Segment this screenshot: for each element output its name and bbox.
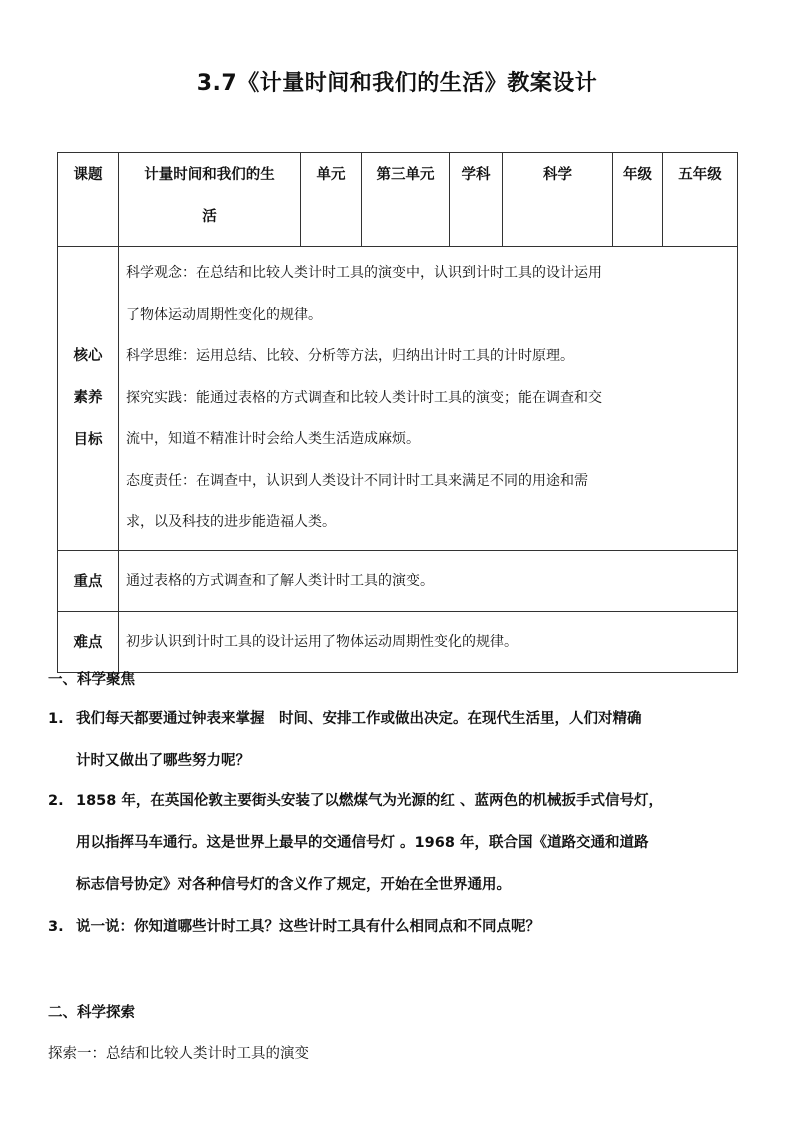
difficulty-label: 难点 [58, 611, 119, 672]
core-goals-row [58, 247, 738, 551]
grade-label: 年级 [623, 167, 652, 183]
item-line: 说一说：你知道哪些计时工具？这些计时工具有什么相同点和不同点呢？ [76, 919, 540, 935]
focus-item-1 [48, 698, 748, 782]
topic-label: 课题 [73, 167, 103, 183]
subject-label: 学科 [461, 167, 491, 183]
core-label-line3: 目标 [73, 432, 103, 449]
core-label-line1: 核心 [73, 348, 103, 365]
topic-label-cell [58, 153, 119, 247]
topic-value-line1: 计量时间和我们的生 [144, 167, 275, 183]
unit-value: 第三单元 [376, 167, 435, 183]
core-goal-line: 了物体运动周期性变化的规律。 [126, 306, 322, 323]
item-line: 计时又做出了哪些努力呢？ [76, 753, 250, 769]
topic-value-line2: 活 [202, 209, 217, 225]
item-line: 标志信号协定》对各种信号灯的含义作了规定，开始在全世界通用。 [76, 877, 511, 893]
explore-one-text: 探索一：总结和比较人类计时工具的演变 [48, 1046, 309, 1062]
grade-label-cell [613, 153, 663, 247]
core-goals-label [58, 247, 119, 551]
subject-value: 科学 [543, 167, 572, 183]
core-goal-line: 态度责任：在调查中，认识到人类设计不同计时工具来满足不同的用途和需 [126, 472, 588, 489]
core-label-line2: 素养 [73, 390, 103, 407]
grade-value-cell [663, 153, 738, 247]
core-goals-content [119, 247, 738, 551]
core-goal-line: 求，以及科技的进步能造福人类。 [126, 514, 336, 530]
subject-value-cell [503, 153, 613, 247]
item-number: 2. [48, 793, 64, 809]
table-header-row [58, 153, 738, 247]
topic-value-cell [119, 153, 301, 247]
page-title: 3.7《计量时间和我们的生活》教案设计 [196, 71, 598, 96]
section-heading-focus: 一、科学聚焦 [48, 672, 135, 688]
grade-value: 五年级 [678, 167, 722, 183]
core-goal-line: 科学观念：在总结和比较人类计时工具的演变中，认识到计时工具的设计运用 [126, 265, 602, 281]
key-point-row [58, 550, 738, 611]
key-point-text: 通过表格的方式调查和了解人类计时工具的演变。 [119, 550, 738, 611]
item-line: 1858 年，在英国伦敦主要街头安装了以燃煤气为光源的红 、蓝两色的机械扳手式信号灯， [76, 793, 663, 809]
item-line: 用以指挥马车通行。这是世界上最早的交通信号灯 。1968 年，联合国《道路交通和道路 [76, 835, 649, 851]
core-goal-line: 科学思维：运用总结、比较、分析等方法，归纳出计时工具的计时原理。 [126, 348, 574, 364]
item-line: 我们每天都要通过钟表来掌握 时间、安排工作或做出决定。在现代生活里，人们对精确 [76, 711, 642, 727]
section-heading-explore: 二、科学探索 [48, 1005, 135, 1021]
focus-item-3 [48, 906, 748, 948]
item-number: 3. [48, 919, 64, 935]
difficulty-text: 初步认识到计时工具的设计运用了物体运动周期性变化的规律。 [119, 611, 738, 672]
unit-label-cell [301, 153, 362, 247]
unit-value-cell [362, 153, 450, 247]
lesson-info-table [57, 152, 738, 673]
item-number: 1. [48, 711, 64, 727]
core-goal-line: 探究实践：能通过表格的方式调查和比较人类计时工具的演变；能在调查和交 [126, 389, 602, 406]
subject-label-cell [450, 153, 503, 247]
key-point-label: 重点 [58, 550, 119, 611]
difficulty-row [58, 611, 738, 672]
focus-item-2 [48, 780, 748, 906]
unit-label: 单元 [316, 167, 346, 183]
core-goal-line: 流中，知道不精准计时会给人类生活造成麻烦。 [126, 431, 420, 447]
